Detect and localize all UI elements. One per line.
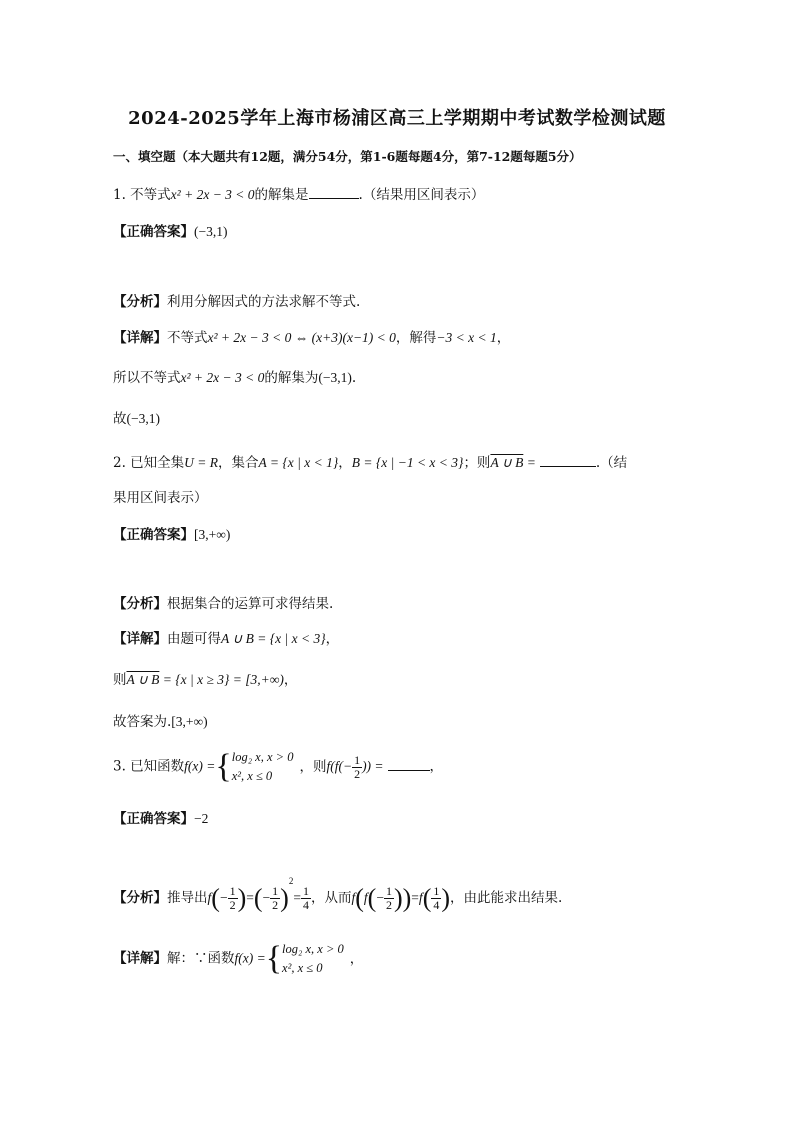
q2-line2: 果用区间表示） (113, 490, 208, 506)
q1-answer-blank (309, 188, 359, 199)
q2-mid3: ；则 (463, 455, 491, 471)
q2-complement: A ∪ B (490, 455, 524, 470)
q3-detail-cases (282, 940, 344, 978)
q1-inequality: x² + 2x − 3 < 0 (170, 187, 255, 202)
q3-cases (232, 748, 294, 786)
q2-equals: = (523, 455, 536, 470)
detail-tag: 【详解】 (113, 950, 167, 967)
q1-answer-value: (−3,1) (194, 224, 228, 239)
q3-expression-end: )) = (362, 758, 384, 774)
q3-detail-brace: { (265, 940, 283, 977)
q3-case-2: x², x ≤ 0 (231, 769, 273, 783)
q3-analysis: 【分析】推导出f(− $\frac{1}{2}$ )=(− $\frac{1}{2}$ )$^2$= $\frac{1}{4}$ ，从而f(f(− $\frac{1}{2}$ ))=f( $\frac{1}{4}$ )，由此能求出结果. (113, 876, 563, 913)
question-2 (113, 451, 627, 471)
q1-prefix: 1. 不等式 (113, 187, 171, 203)
half-den: 2 (272, 898, 279, 912)
q1-detail-line2 (113, 366, 356, 386)
q2-conclusion-value: [3,+∞) (171, 714, 208, 729)
half-num: 1 (272, 884, 279, 898)
analysis-tag: 【分析】 (113, 890, 167, 906)
q2-detail-end: ， (325, 631, 340, 647)
q1-detail-solution: −3 < x < 1 (436, 330, 497, 345)
q2-mid1: ，集合 (218, 455, 259, 471)
q3-analysis-f-outer: f (351, 890, 356, 905)
q3-analysis-quarter (301, 885, 311, 912)
section-header: 一、填空题（本大题共有12题，满分54分，第1-6题每题4分，第7-12题每题5分） (113, 149, 582, 164)
q1-detail-pre: 不等式 (167, 330, 208, 346)
q1-line2-mid: 的解集为 (264, 370, 319, 386)
answer-tag: 【正确答案】 (113, 224, 194, 240)
q2-analysis-text: 根据集合的运算可求得结果. (167, 596, 334, 612)
q3-analysis-exponent: 2 (288, 876, 294, 886)
q3-function-name: f(x) = (184, 758, 216, 774)
q3-brace: { (215, 748, 232, 785)
q1-conclusion-value: (−3,1) (126, 411, 160, 426)
q3-analysis-f-quarter: f (418, 890, 423, 905)
answer-tag: 【正确答案】 (113, 811, 194, 827)
q1-detail-math: x² + 2x − 3 < 0 ⇔ (x+3)(x−1) < 0 (207, 330, 396, 345)
paren-close: ) (237, 883, 247, 913)
q2-line2-end: ， (283, 672, 298, 688)
paren-close: ) (280, 883, 289, 913)
q2-tail: .（结 (595, 455, 628, 471)
q1-answer (113, 220, 227, 240)
detail-tag: 【详解】 (113, 330, 167, 346)
analysis-tag: 【分析】 (113, 596, 167, 612)
q1-analysis (113, 290, 360, 310)
q2-conclusion (113, 710, 208, 730)
q3-analysis-end: ，由此能求出结果. (450, 890, 563, 906)
q3-analysis-eq3: = (411, 890, 419, 905)
q3-analysis-eq1: = (246, 890, 254, 905)
q3-answer-blank (388, 760, 430, 771)
q1-detail-end: ， (496, 330, 511, 346)
q2-conclusion-pre: 故答案为. (113, 714, 172, 730)
q3-prefix: 3. 已知函数 (113, 758, 185, 775)
paren-open: ( (211, 883, 220, 913)
q1-line2-pre: 所以不等式 (113, 370, 181, 386)
q3-analysis-f-inner: f (363, 890, 368, 905)
q3-frac-den: 2 (354, 766, 361, 781)
q3-detail-fx: f(x) = (234, 950, 266, 966)
q3-analysis-eq2: = (293, 890, 301, 905)
q1-line2-math: x² + 2x − 3 < 0 (180, 370, 265, 385)
q1-analysis-text: 利用分解因式的方法求解不等式. (167, 294, 361, 310)
q1-conclusion (113, 407, 160, 427)
q2-detail (113, 627, 339, 647)
q2-answer-value: [3,+∞) (194, 527, 231, 542)
q1-line2-value: (−3,1) (318, 370, 352, 385)
answer-tag: 【正确答案】 (113, 527, 194, 543)
q2-detail-line2 (113, 668, 297, 688)
half-num: 1 (385, 884, 392, 898)
q2-line2-math: = {x | x ≥ 3} = [3,+∞) (159, 672, 284, 687)
q2-detail-pre: 由题可得 (167, 631, 221, 647)
q2-universal-set: U = R (184, 455, 219, 470)
half-den: 2 (385, 898, 392, 912)
q2-detail-math: A ∪ B = {x | x < 3} (221, 631, 326, 646)
q3-analysis-quarter2 (431, 885, 441, 912)
quarter-den: 4 (302, 898, 309, 912)
q3-answer (113, 807, 208, 827)
q2-answer-blank (540, 456, 596, 467)
quarter-den: 4 (433, 898, 440, 912)
q3-mid: ，则 (299, 758, 327, 775)
q3-detail (113, 940, 363, 978)
q2-line2-pre: 则 (113, 672, 127, 688)
analysis-tag: 【分析】 (113, 294, 167, 310)
question-1 (113, 183, 484, 203)
q1-conclusion-pre: 故 (113, 411, 127, 427)
q3-detail-case-1: log₂ x, x > 0 (282, 942, 344, 956)
half-num: 1 (229, 884, 236, 898)
q3-analysis-half2 (270, 885, 280, 912)
question-3 (113, 748, 443, 786)
q2-prefix: 2. 已知全集 (113, 455, 185, 471)
q3-detail-pre: 解：∵函数 (167, 950, 235, 967)
q3-answer-value: −2 (194, 811, 209, 826)
quarter-num: 1 (433, 884, 440, 898)
q3-analysis-f: f (207, 890, 212, 905)
q2-line2-complement: A ∪ B (126, 672, 160, 687)
q2-mid2: ， (338, 455, 352, 471)
q3-analysis-half (228, 885, 238, 912)
page-title: 2024-2025学年上海市杨浦区高三上学期期中考试数学检测试题 (128, 108, 666, 129)
paren-open: ( (253, 883, 263, 913)
half-den: 2 (229, 898, 236, 912)
q3-analysis-half3 (384, 885, 394, 912)
q3-frac-num: 1 (354, 752, 361, 767)
q2-set-a: A = {x | x < 1} (258, 455, 339, 470)
q1-detail (113, 326, 510, 346)
q2-set-b: B = {x | −1 < x < 3} (351, 455, 464, 470)
q3-tail: ， (429, 758, 444, 775)
detail-tag: 【详解】 (113, 631, 167, 647)
q1-tail: .（结果用区间表示） (358, 187, 485, 203)
q3-expression: f(f(− (326, 758, 353, 774)
q2-answer (113, 523, 230, 543)
q3-analysis-mid: ，从而 (310, 890, 352, 906)
q1-text: 的解集是 (254, 187, 309, 203)
q3-detail-case-2: x², x ≤ 0 (282, 961, 323, 975)
q2-analysis (113, 592, 333, 612)
q1-detail-mid: ，解得 (395, 330, 437, 346)
q3-fraction (352, 754, 362, 781)
quarter-num: 1 (302, 884, 309, 898)
q3-case-1: log₂ x, x > 0 (231, 750, 294, 764)
q1-line2-end: . (351, 370, 357, 386)
q3-detail-end: ， (349, 950, 364, 967)
q3-analysis-pre: 推导出 (167, 890, 208, 906)
